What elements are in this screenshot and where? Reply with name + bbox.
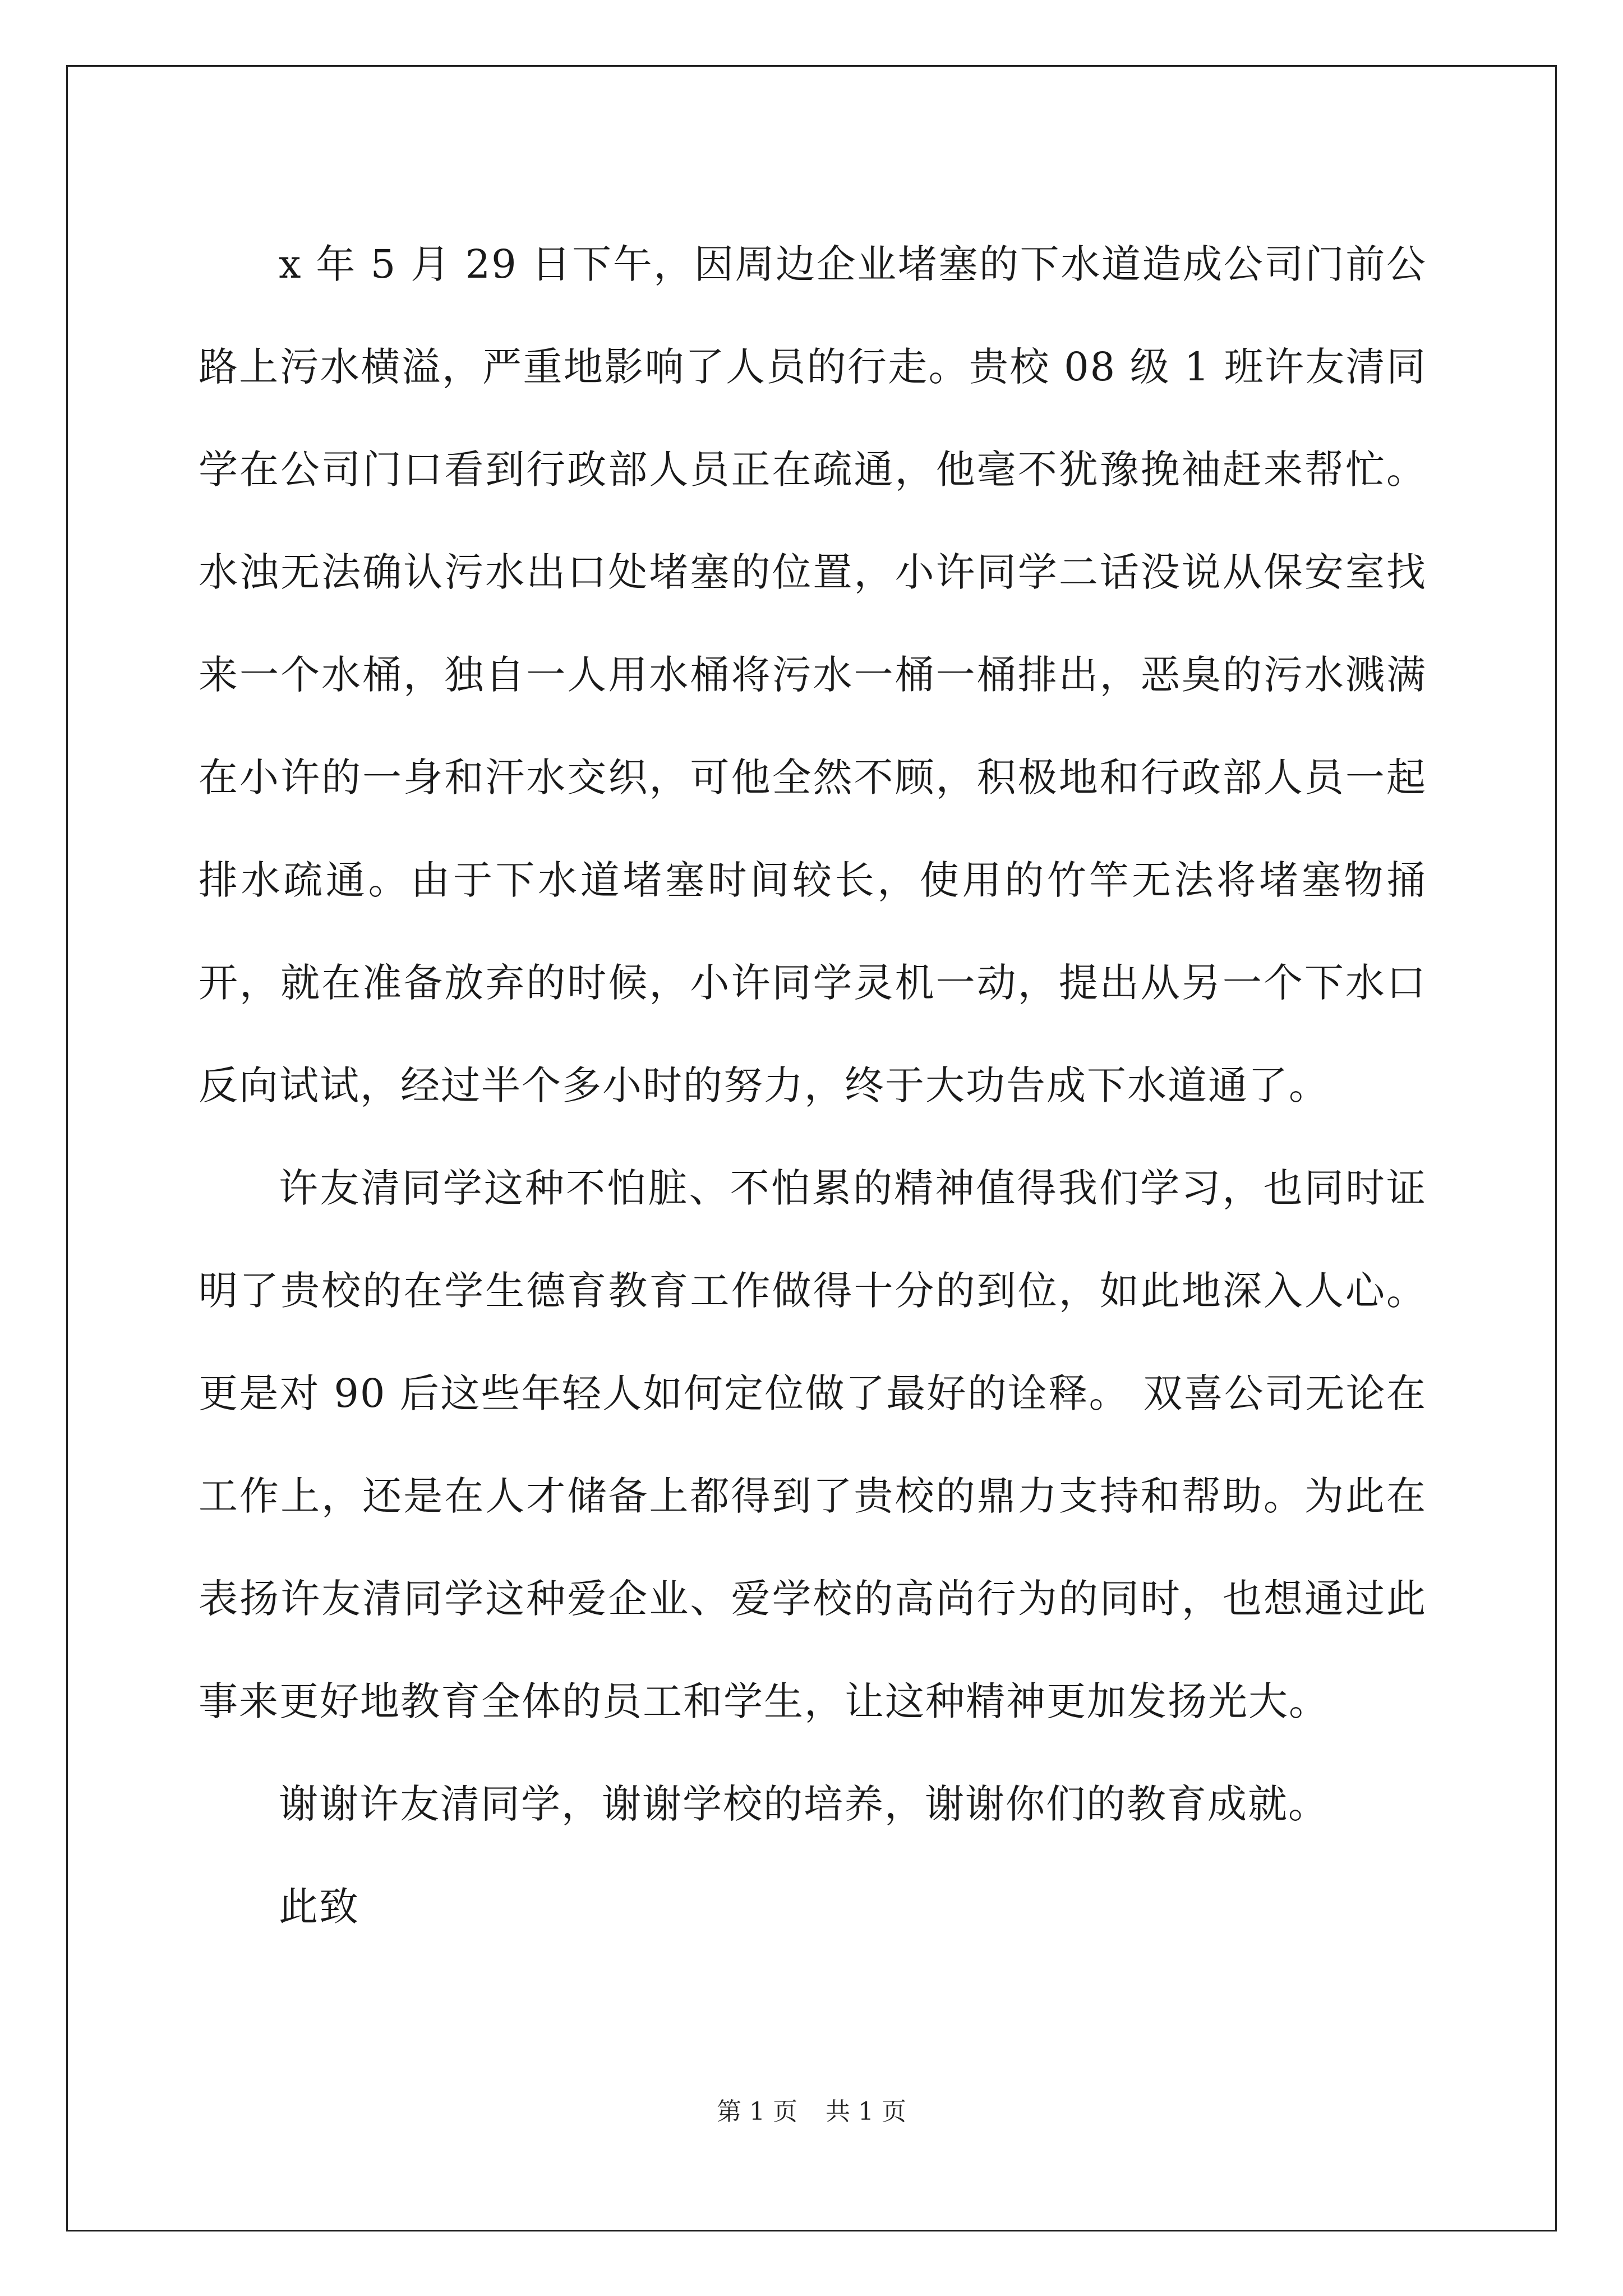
- page-total: 共 1 页: [826, 2097, 906, 2126]
- letter-body: [199, 213, 1427, 1958]
- page-number: 第 1 页: [717, 2097, 797, 2126]
- closing-salutation: 此致: [279, 1884, 359, 1930]
- paragraph-praise: 许友清同学这种不怕脏、不怕累的精神值得我们学习，也同时证明了贵校的在学生德育教育工作做得十分的到位，如此地深入人心。更是对 90 后这些年轻人如何定位做了最好的诠释。 双喜公司无论在工作上，还是在人才储备上都得到了贵校的鼎力支持和帮助。为此在表扬许友清同学这种爱企业、爱学校的高尚行为的同时，也想通过此事来更好地教育全体的员工和学生，让这种精神更加发扬光大。: [199, 1165, 1427, 1724]
- page-footer: [0, 2095, 1623, 2129]
- paragraph-incident: x 年 5 月 29 日下午，因周边企业堵塞的下水道造成公司门前公路上污水横溢，严重地影响了人员的行走。贵校 08 级 1 班许友清同学在公司门口看到行政部人员正在疏通，他毫不犹豫挽袖赶来帮忙。水浊无法确认污水出口处堵塞的位置，小许同学二话没说从保安室找来一个水桶，独自一人用水桶将污水一桶一桶排出，恶臭的污水溅满在小许的一身和汗水交织，可他全然不顾，积极地和行政部人员一起排水疏通。由于下水道堵塞时间较长，使用的竹竿无法将堵塞物捅开，就在准备放弃的时候，小许同学灵机一动，提出从另一个下水口反向试试，经过半个多小时的努力，终于大功告成下水道通了。: [199, 241, 1427, 1108]
- paragraph-thanks: 谢谢许友清同学，谢谢学校的培养，谢谢你们的教育成就。: [279, 1781, 1329, 1827]
